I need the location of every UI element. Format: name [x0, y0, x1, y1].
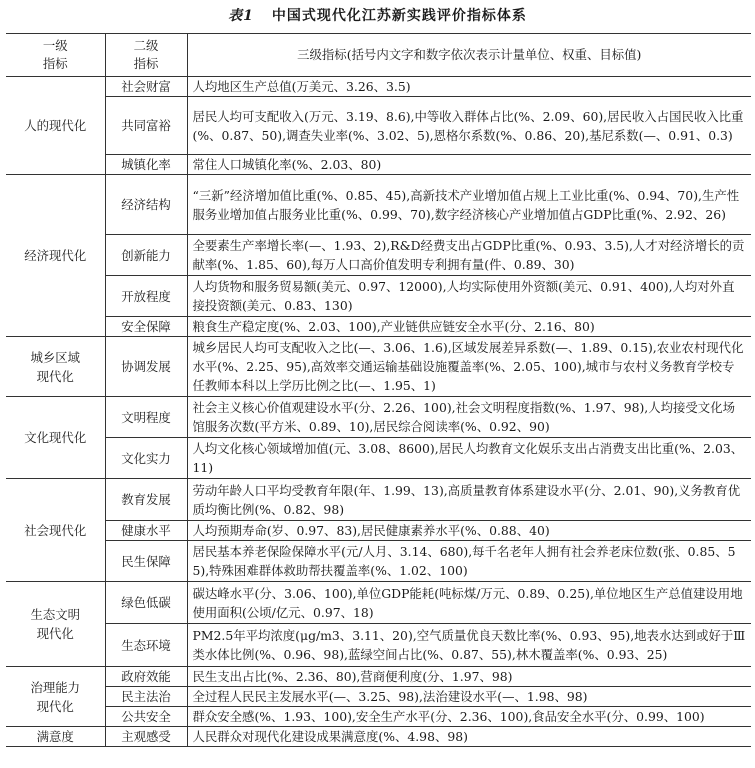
table-row: [6, 521, 751, 541]
level2-indicator: 经济结构: [105, 175, 187, 235]
table-title: 中国式现代化江苏新实践评价指标体系: [271, 8, 527, 24]
header-level2: 二级 指标: [105, 34, 187, 77]
level2-indicator: 社会财富: [105, 77, 187, 97]
level2-indicator: 政府效能: [105, 667, 187, 687]
table-row: [6, 276, 751, 317]
table-row: [6, 97, 751, 155]
level1-indicator: 社会现代化: [6, 479, 105, 582]
level1-indicator: 满意度: [6, 727, 105, 747]
level2-indicator: 文化实力: [105, 438, 187, 479]
level2-indicator: 城镇化率: [105, 155, 187, 175]
level2-indicator: 开放程度: [105, 276, 187, 317]
level3-indicators: 人均货物和服务贸易额(美元、0.97、12000),人均实际使用外资额(美元、0.91、400),人均对外直接投资额(美元、0.83、130): [187, 276, 751, 317]
table-row: [6, 337, 751, 397]
level1-indicator: 经济现代化: [6, 175, 105, 337]
level2-indicator: 教育发展: [105, 479, 187, 521]
level2-indicator: 安全保障: [105, 317, 187, 337]
level2-indicator: 公共安全: [105, 707, 187, 727]
table-row: [6, 582, 751, 624]
level1-indicator: 治理能力 现代化: [6, 667, 105, 727]
table-row: [6, 175, 751, 235]
level3-indicators: 常住人口城镇化率(%、2.03、80): [187, 155, 751, 175]
level3-indicators: 全过程人民民主发展水平(—、3.25、98),法治建设水平(—、1.98、98): [187, 687, 751, 707]
level3-indicators: 民生支出占比(%、2.36、80),营商便利度(分、1.97、98): [187, 667, 751, 687]
table-row: [6, 479, 751, 521]
table-row: [6, 667, 751, 687]
table-row: [6, 155, 751, 175]
table-row: [6, 624, 751, 667]
level1-indicator: 生态文明 现代化: [6, 582, 105, 667]
table-row: [6, 317, 751, 337]
table-caption: [0, 0, 755, 32]
level3-indicators: 人均预期寿命(岁、0.97、83),居民健康素养水平(%、0.88、40): [187, 521, 751, 541]
table-number: 表1: [228, 8, 254, 24]
level2-indicator: 主观感受: [105, 727, 187, 747]
level3-indicators: 人民群众对现代化建设成果满意度(%、4.98、98): [187, 727, 751, 747]
level2-indicator: 民主法治: [105, 687, 187, 707]
level3-indicators: 群众安全感(%、1.93、100),安全生产水平(分、2.36、100),食品安全水平(分、0.99、100): [187, 707, 751, 727]
level3-indicators: 粮食生产稳定度(%、2.03、100),产业链供应链安全水平(分、2.16、80): [187, 317, 751, 337]
table-row: [6, 397, 751, 438]
level3-indicators: 劳动年龄人口平均受教育年限(年、1.99、13),高质量教育体系建设水平(分、2.01、90),义务教育优质均衡比例(%、0.82、98): [187, 479, 751, 521]
table-body: [6, 77, 751, 747]
header-level1: 一级 指标: [6, 34, 105, 77]
level2-indicator: 创新能力: [105, 235, 187, 276]
level1-indicator: 人的现代化: [6, 77, 105, 175]
table-row: [6, 77, 751, 97]
level3-indicators: 全要素生产率增长率(—、1.93、2),R&D经费支出占GDP比重(%、0.93、3.5),人才对经济增长的贡献率(%、1.85、60),每万人口高价值发明专利拥有量(件、0.89、30): [187, 235, 751, 276]
level2-indicator: 健康水平: [105, 521, 187, 541]
table-row: [6, 687, 751, 707]
level2-indicator: 协调发展: [105, 337, 187, 397]
level3-indicators: PM2.5年平均浓度(μg/m3、3.11、20),空气质量优良天数比率(%、0.93、95),地表水达到或好于Ⅲ类水体比例(%、0.96、98),蓝绿空间占比(%、0.87、55),林木覆盖率(%、0.93、25): [187, 624, 751, 667]
table-row: [6, 727, 751, 747]
level1-indicator: 城乡区域 现代化: [6, 337, 105, 397]
header-level3: 三级指标(括号内文字和数字依次表示计量单位、权重、目标值): [187, 34, 751, 77]
level2-indicator: 文明程度: [105, 397, 187, 438]
level3-indicators: “三新”经济增加值比重(%、0.85、45),高新技术产业增加值占规上工业比重(%、0.94、70),生产性服务业增加值占服务业比重(%、0.99、70),数字经济核心产业增加值占GDP比重(%、2.92、26): [187, 175, 751, 235]
level3-indicators: 城乡居民人均可支配收入之比(—、3.06、1.6),区域发展差异系数(—、1.89、0.15),农业农村现代化水平(%、2.25、95),高效率交通运输基础设施覆盖率(%、2.05、100),城市与农村义务教育学校专任教师本科以上学历比例之比(—、1.95、1): [187, 337, 751, 397]
header-row: [6, 34, 751, 77]
level2-indicator: 绿色低碳: [105, 582, 187, 624]
level2-indicator: 共同富裕: [105, 97, 187, 155]
level3-indicators: 社会主义核心价值观建设水平(分、2.26、100),社会文明程度指数(%、1.97、98),人均接受文化场馆服务次数(平方米、0.89、10),居民综合阅读率(%、0.92、90): [187, 397, 751, 438]
level3-indicators: 居民基本养老保险保障水平(元/人月、3.14、680),每千名老年人拥有社会养老床位数(张、0.85、55),特殊困难群体救助帮扶覆盖率(%、1.02、100): [187, 541, 751, 582]
level3-indicators: 人均地区生产总值(万美元、3.26、3.5): [187, 77, 751, 97]
level3-indicators: 居民人均可支配收入(万元、3.19、8.6),中等收入群体占比(%、2.09、60),居民收入占国民收入比重(%、0.87、50),调查失业率(%、3.02、5),恩格尔系数(%、0.86、20),基尼系数(—、0.91、0.3): [187, 97, 751, 155]
level1-indicator: 文化现代化: [6, 397, 105, 479]
level2-indicator: 民生保障: [105, 541, 187, 582]
table-row: [6, 235, 751, 276]
level2-indicator: 生态环境: [105, 624, 187, 667]
table-row: [6, 541, 751, 582]
level3-indicators: 人均文化核心领域增加值(元、3.08、8600),居民人均教育文化娱乐支出占消费支出比重(%、2.03、11): [187, 438, 751, 479]
table-row: [6, 707, 751, 727]
indicator-table: [6, 33, 751, 747]
level3-indicators: 碳达峰水平(分、3.06、100),单位GDP能耗(吨标煤/万元、0.89、0.25),单位地区生产总值建设用地使用面积(公顷/亿元、0.97、18): [187, 582, 751, 624]
table-row: [6, 438, 751, 479]
